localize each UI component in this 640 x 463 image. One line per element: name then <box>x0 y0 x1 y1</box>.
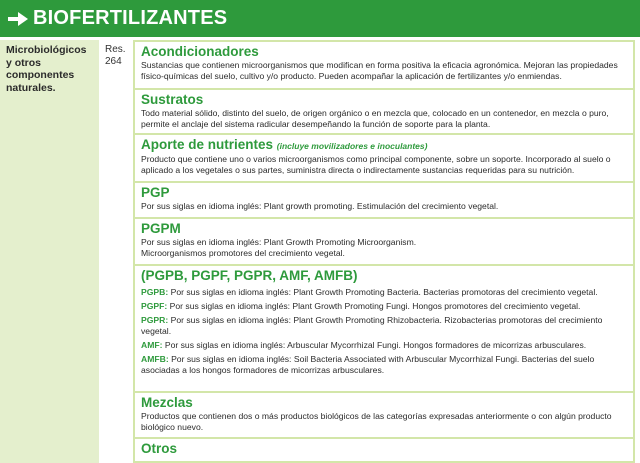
header-bar <box>0 0 640 37</box>
section-text: Productos que contienen dos o más productos biológicos de las categorías expresadas anteriormente o con algún producto biológico nuevo. <box>141 411 612 432</box>
section-title <box>141 137 627 154</box>
section-pgpm <box>133 217 635 266</box>
section-text: Producto que contiene uno o varios microorganismos como principal componente, sobre un soporte. Incorporado al suelo o aplicado a los vegetales o sus partes, suministra directa o indirectamente sustancias requeridas para su nutrición. <box>141 154 611 175</box>
item-text: Por sus siglas en idioma inglés: Plant Growth Promoting Bacteria. Bacterias promotoras del crecimiento vegetal. <box>170 287 598 297</box>
section-text: Todo material sólido, distinto del suelo, de origen orgánico o en mezcla que, colocado en un contenedor, en mezcla o puro, permite el anclaje del sistema radicular desempeñando la función de soporte para la planta. <box>141 108 609 129</box>
section-line: Por sus siglas en idioma inglés: Plant Growth Promoting Microorganism. <box>141 237 417 247</box>
section-sustratos <box>133 88 635 135</box>
section-text: Por sus siglas en idioma inglés: Plant growth promoting. Estimulación del crecimiento vegetal. <box>141 201 499 211</box>
section-acondicionadores <box>133 40 635 91</box>
section-aporte-nutrientes <box>133 133 635 183</box>
list-item <box>141 354 627 376</box>
item-abbr: PGPR: <box>141 315 169 325</box>
section-otros <box>133 437 635 463</box>
item-text: Por sus siglas en idioma inglés: Plant Growth Promoting Rhizobacteria. Rizobacterias promotoras del crecimiento vegetal. <box>141 315 603 336</box>
item-abbr: AMFB: <box>141 354 169 364</box>
category-column <box>0 40 99 463</box>
list-item <box>141 315 627 337</box>
list-item <box>141 287 627 298</box>
item-text: Por sus siglas en idioma inglés: Plant Growth Promoting Fungi. Hongos promotores del crecimiento vegetal. <box>169 301 581 311</box>
item-abbr: AMF: <box>141 340 163 350</box>
resolution-label: Res. 264 <box>105 44 126 67</box>
classification-table <box>0 40 640 463</box>
section-title: Otros <box>141 441 178 456</box>
item-abbr: PGPB: <box>141 287 169 297</box>
section-pgp <box>133 181 635 219</box>
section-line: Microorganismos promotores del crecimiento vegetal. <box>141 248 345 258</box>
section-title: Sustratos <box>141 92 204 107</box>
section-title: (PGPB, PGPF, PGPR, AMF, AMFB) <box>141 268 358 283</box>
item-abbr: PGPF: <box>141 301 168 311</box>
list-item <box>141 340 627 351</box>
section-text: Sustancias que contienen microorganismos que modifican en forma positiva la eficacia agronómica. Mejoran las propiedades físico-químicas del suelo, cultivo y/o producto. Pueden acompañar la aplicación de fertilizantes y/o enmiendas. <box>141 60 618 81</box>
section-title: PGP <box>141 185 170 200</box>
section-mezclas <box>133 391 635 439</box>
item-text: Por sus siglas en idioma inglés: Soil Bacteria Associated with Arbuscular Mycorrhizal Fungi. Bacterias del suelo asociadas a los hongos formadores de micorrizas arbusculares. <box>141 354 595 375</box>
page-title: BIOFERTILIZANTES <box>33 7 228 29</box>
section-title: Acondicionadores <box>141 44 259 59</box>
list-item <box>141 301 627 312</box>
section-pgpb-group <box>133 264 635 393</box>
category-label: Microbiológicos y otros componentes naturales. <box>6 44 87 94</box>
section-title: Mezclas <box>141 395 193 410</box>
definitions-column <box>133 40 640 463</box>
section-subtitle: (incluye movilizadores e inoculantes) <box>276 141 428 151</box>
section-title-main: Aporte de nutrientes <box>141 137 274 152</box>
arrow-right-icon <box>7 11 29 27</box>
section-title: PGPM <box>141 221 181 236</box>
item-text: Por sus siglas en idioma inglés: Arbuscular Mycorrhizal Fungi. Hongos formadores de micorrizas arbusculares. <box>164 340 587 350</box>
resolution-column <box>100 40 131 463</box>
